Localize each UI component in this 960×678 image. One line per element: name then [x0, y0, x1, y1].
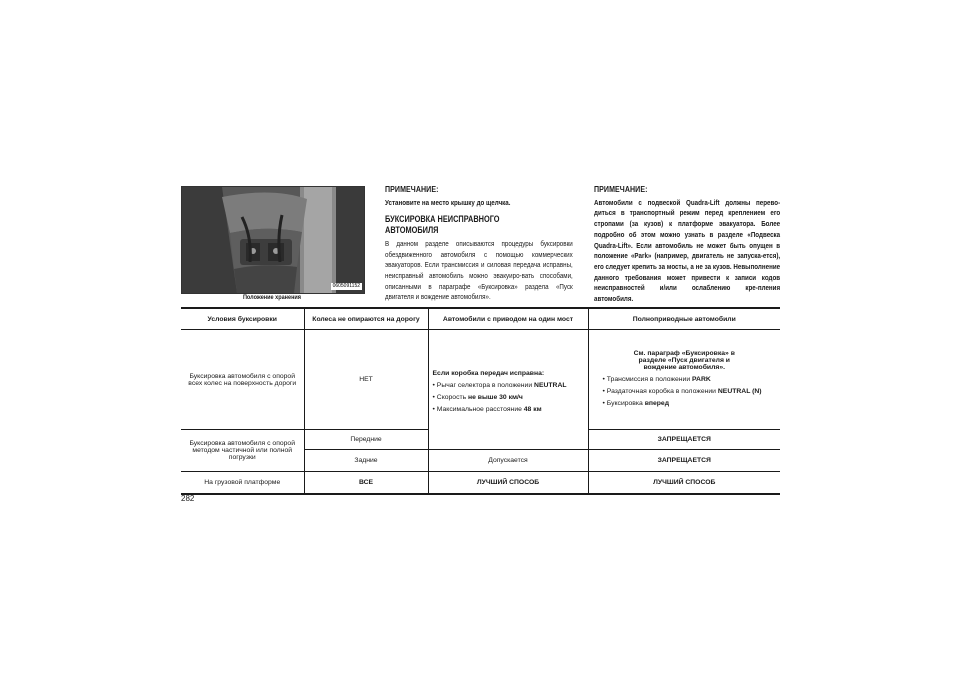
list-item: • Рычаг селектора в положении NEUTRAL — [433, 382, 584, 389]
storage-position-photo — [181, 186, 365, 294]
photo-code: 0605091152 — [332, 283, 360, 289]
rear-awd-status: ЗАПРЕЩАЕТСЯ — [588, 450, 780, 472]
note-heading-2: ПРИМЕЧАНИЕ: — [594, 184, 648, 194]
header-two-wheel-drive: Автомобили с приводом на один мост — [428, 308, 588, 330]
condition-partial-tow: Буксировка автомобиля с опорой методом частичной или полной погрузки — [181, 430, 304, 472]
wheels-none: НЕТ — [304, 330, 428, 430]
front-awd-status: ЗАПРЕЩАЕТСЯ — [588, 430, 780, 450]
two-wheel-drive-list — [433, 382, 584, 413]
flatbed-awd-status: ЛУЧШИЙ СПОСОБ — [588, 472, 780, 494]
all-wheel-drive-list — [593, 376, 777, 407]
list-item: • Скорость не выше 30 км/ч — [433, 394, 584, 401]
console-illustration — [182, 187, 364, 293]
list-item: • Трансмиссия в положении PARK — [603, 376, 777, 383]
note-heading: ПРИМЕЧАНИЕ: — [385, 184, 439, 194]
page-number: 282 — [181, 494, 195, 503]
section-title: БУКСИРОВКА НЕИСПРАВНОГО АВТОМОБИЛЯ — [385, 214, 500, 236]
condition-flat-tow: Буксировка автомобиля с опорой всех колес на поверхность дороги — [181, 330, 304, 430]
left-text-column — [385, 184, 573, 303]
flatbed-twowd-status: ЛУЧШИЙ СПОСОБ — [428, 472, 588, 494]
list-item: • Раздаточная коробка в положении NEUTRAL (N) — [603, 388, 777, 395]
wheels-front: Передние — [304, 430, 428, 450]
list-item: • Буксировка вперед — [603, 400, 777, 407]
photo-caption: Положение хранения — [242, 294, 302, 301]
towing-table — [181, 307, 780, 495]
two-wheel-drive-instructions — [428, 330, 588, 450]
all-wheel-drive-title: См. параграф «Буксировка» в разделе «Пуск двигателя и вождение автомобиля». — [633, 350, 735, 371]
table-row — [181, 472, 780, 494]
header-conditions: Условия буксировки — [181, 308, 304, 330]
section-text: В данном разделе описываются процедуры буксировки обездвиженного автомобиля с помощью коммерческих эвакуаторов. Если трансмиссия и силовая передача исправны, неисправный автомобиль можно эвакуиро-вать способами, описанными в параграфе «Буксировка» раздела «Пуск двигателя и вождение автомобиля». — [385, 238, 573, 302]
table-row — [181, 330, 780, 430]
header-wheels-off-ground: Колеса не опираются на дорогу — [304, 308, 428, 330]
table-header-row — [181, 308, 780, 330]
all-wheel-drive-instructions — [588, 330, 780, 430]
quadra-lift-note: Автомобили с подвеской Quadra-Lift должны перево-диться в транспортный режим перед креплением его стропами (за кузов) к платформе эвакуатора. Более подробно об этом можно узнать в разделе «Подвеска Quadra-Lift». Если автомобиль не может быть опущен в положение «Park» (например, двигатель не запуска-ется), его следует крепить за мосты, а не за кузов. Невыполнение данного требования может привести к записи кодов неисправностей и/или ослаблению кре-пления автомобиля. — [594, 197, 781, 304]
wheels-rear: Задние — [304, 450, 428, 472]
condition-flatbed: На грузовой платформе — [181, 472, 304, 494]
list-item: • Максимальное расстояние 48 км — [433, 406, 584, 413]
note-text: Установите на место крышку до щелчка. — [385, 197, 511, 207]
header-all-wheel-drive: Полноприводные автомобили — [588, 308, 780, 330]
rear-twowd-status: Допускается — [428, 450, 588, 472]
wheels-all: ВСЕ — [304, 472, 428, 494]
two-wheel-drive-title: Если коробка передач исправна: — [432, 370, 545, 377]
right-text-column — [594, 184, 780, 305]
